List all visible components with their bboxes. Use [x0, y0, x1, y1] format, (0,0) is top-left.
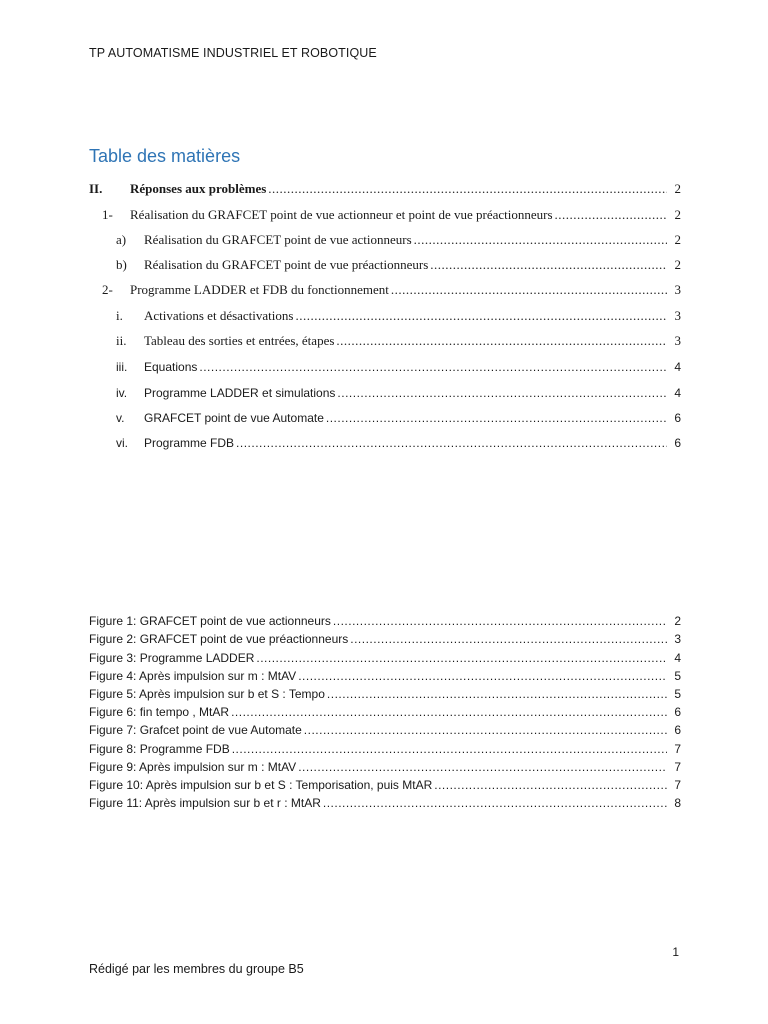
toc-entry[interactable]	[89, 298, 681, 323]
toc-entry-number: 1-	[102, 206, 113, 222]
figure-entry[interactable]	[89, 737, 681, 755]
toc-entry-page: 4	[674, 360, 681, 375]
toc-entry[interactable]	[89, 172, 681, 197]
toc-leader-dots	[336, 333, 667, 349]
toc-entry-number: 2-	[102, 282, 113, 298]
figure-leader-dots	[333, 614, 667, 628]
toc-entry-page: 4	[674, 385, 681, 400]
toc-entry[interactable]	[89, 197, 681, 222]
figure-entry-page: 5	[674, 686, 681, 701]
figure-entry[interactable]	[89, 792, 681, 810]
toc-entry[interactable]	[89, 349, 681, 374]
toc-leader-dots	[414, 232, 667, 248]
toc-entry-number: v.	[116, 410, 125, 425]
toc-entry-text: Equations	[144, 360, 198, 375]
figure-entry-text: Figure 10: Après impulsion sur b et S : Temporisation, puis MtAR	[89, 777, 433, 792]
toc-entry-number: iv.	[116, 385, 128, 400]
toc-leader-dots	[337, 386, 667, 400]
figure-entry[interactable]	[89, 719, 681, 737]
toc-entry-text: Programme LADDER et FDB du fonctionnement	[130, 282, 389, 298]
toc-entry-text: Programme FDB	[144, 436, 235, 451]
toc-entry-number: ii.	[116, 333, 127, 349]
figure-entry[interactable]	[89, 701, 681, 719]
figure-leader-dots	[350, 632, 667, 646]
figure-entry-text: Figure 1: GRAFCET point de vue actionneurs	[89, 614, 331, 629]
toc-entry-page: 3	[674, 282, 681, 298]
figure-entry-text: Figure 9: Après impulsion sur m : MtAV	[89, 759, 297, 774]
toc-leader-dots	[236, 436, 667, 450]
figure-entry[interactable]	[89, 774, 681, 792]
figure-entry-text: Figure 6: fin tempo , MtAR	[89, 705, 230, 720]
figure-entry-page: 4	[674, 650, 681, 665]
figure-entry-text: Figure 8: Programme FDB	[89, 741, 230, 756]
toc-entry-number: II.	[89, 181, 103, 197]
figure-entry-text: Figure 4: Après impulsion sur m : MtAV	[89, 668, 297, 683]
figure-leader-dots	[232, 742, 667, 756]
figure-leader-dots	[231, 705, 667, 719]
toc-entry-page: 3	[674, 307, 681, 323]
figure-leader-dots	[434, 778, 667, 792]
figure-entry[interactable]	[89, 610, 681, 628]
figure-entry-page: 8	[674, 796, 681, 811]
figure-entry-page: 2	[674, 614, 681, 629]
toc-entry-text: GRAFCET point de vue Automate	[144, 410, 324, 425]
toc-entry-text: Réalisation du GRAFCET point de vue actionneur et point de vue préactionneurs	[130, 206, 553, 222]
page-footer: Rédigé par les membres du groupe B5	[89, 962, 304, 976]
toc-entry-number: vi.	[116, 436, 128, 451]
toc-entry[interactable]	[89, 273, 681, 298]
toc-entry-text: Tableau des sorties et entrées, étapes	[144, 333, 335, 349]
figure-entry-text: Figure 2: GRAFCET point de vue préactionneurs	[89, 632, 349, 647]
toc-entry-text: Réponses aux problèmes	[130, 181, 267, 197]
toc-entry-page: 2	[674, 206, 681, 222]
toc-entry-text: Réalisation du GRAFCET point de vue actionneurs	[144, 231, 412, 247]
figure-entry-text: Figure 7: Grafcet point de vue Automate	[89, 723, 302, 738]
figure-leader-dots	[304, 723, 667, 737]
toc-entry-text: Activations et désactivations	[144, 307, 294, 323]
toc-entry-number: iii.	[116, 360, 128, 375]
toc-leader-dots	[268, 181, 667, 197]
figure-entry-page: 7	[674, 759, 681, 774]
figure-entry-page: 3	[674, 632, 681, 647]
toc-leader-dots	[295, 308, 667, 324]
toc-entry-number: b)	[116, 257, 127, 273]
toc-entry[interactable]	[89, 248, 681, 273]
figure-leader-dots	[256, 651, 667, 665]
toc-entry[interactable]	[89, 223, 681, 248]
figure-leader-dots	[327, 687, 667, 701]
figure-entry-text: Figure 5: Après impulsion sur b et S : Tempo	[89, 686, 325, 701]
toc-entry-page: 2	[674, 257, 681, 273]
figure-entry-text: Figure 11: Après impulsion sur b et r : MtAR	[89, 796, 321, 811]
figure-entry[interactable]	[89, 628, 681, 646]
toc-entry-page: 6	[674, 410, 681, 425]
toc-entry-page: 6	[674, 436, 681, 451]
toc-leader-dots	[326, 411, 667, 425]
toc-leader-dots	[430, 257, 667, 273]
figure-entry-page: 6	[674, 705, 681, 720]
figure-leader-dots	[298, 760, 667, 774]
page-header: TP AUTOMATISME INDUSTRIEL ET ROBOTIQUE	[89, 46, 377, 60]
table-of-figures	[89, 610, 681, 810]
toc-leader-dots	[555, 207, 667, 223]
page-number: 1	[672, 945, 679, 959]
figure-leader-dots	[323, 796, 667, 810]
toc-entry-page: 2	[674, 231, 681, 247]
toc-entry-text: Réalisation du GRAFCET point de vue préactionneurs	[144, 257, 429, 273]
figure-entry-page: 5	[674, 668, 681, 683]
toc-entry[interactable]	[89, 324, 681, 349]
toc-title: Table des matières	[89, 146, 241, 166]
figure-entry-text: Figure 3: Programme LADDER	[89, 650, 255, 665]
toc-entry[interactable]	[89, 400, 681, 425]
figure-entry[interactable]	[89, 683, 681, 701]
figure-entry-page: 7	[674, 741, 681, 756]
table-of-contents	[89, 172, 681, 450]
toc-entry-text: Programme LADDER et simulations	[144, 385, 336, 400]
toc-entry[interactable]	[89, 374, 681, 399]
toc-entry-number: a)	[116, 231, 127, 247]
toc-entry[interactable]	[89, 425, 681, 450]
figure-entry[interactable]	[89, 665, 681, 683]
toc-entry-page: 3	[674, 333, 681, 349]
toc-entry-page: 2	[674, 181, 681, 197]
figure-entry[interactable]	[89, 646, 681, 664]
figure-entry-page: 7	[674, 777, 681, 792]
figure-leader-dots	[298, 669, 667, 683]
toc-entry-number: i.	[116, 307, 123, 323]
figure-entry[interactable]	[89, 756, 681, 774]
figure-entry-page: 6	[674, 723, 681, 738]
toc-leader-dots	[199, 360, 667, 374]
toc-leader-dots	[391, 282, 667, 298]
